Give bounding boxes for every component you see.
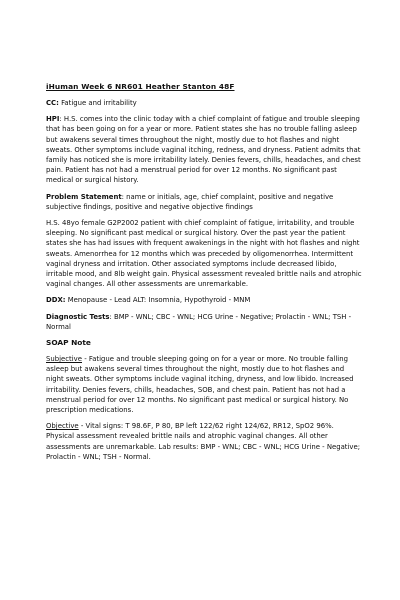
problem-statement-text: : name or initials, age, chief complaint, positive and negative subjective findings, positive and negative objective findings — [46, 192, 334, 211]
subjective-paragraph — [46, 354, 362, 415]
problem-statement-label: Problem Statement — [46, 192, 122, 201]
ddx-text: Menopause - Lead ALT: Insomnia, Hypothyroid - MNM — [65, 296, 251, 305]
hpi-paragraph — [46, 114, 362, 185]
cc-label: CC: — [46, 99, 59, 107]
summary-paragraph: H.S. 48yo female G2P2002 patient with chief complaint of fatigue, irritability, and trouble sleeping. No significant past medical or surgical history. Over the past year the patient states she has had issues with frequent awakenings in the night with hot flashes and night sweats. Amenorrhea for 12 months which was preceded by oligomenorrhea. Intermittent vaginal dryness and irritation. Other associated symptoms include decreased libido, irritable mood, and 8lb weight gain. Physical assessment revealed brittle nails and atrophic vaginal changes. All other assessments are unremarkable. — [46, 219, 362, 289]
diagnostic-tests-label: Diagnostic Tests — [46, 312, 110, 321]
subjective-label: Subjective — [46, 355, 82, 364]
diagnostic-tests-text: : BMP - WNL; CBC - WNL; HCG Urine - Negative; Prolactin - WNL; TSH - Normal — [46, 312, 352, 331]
diagnostic-tests-paragraph — [46, 312, 362, 332]
cc-text: Fatigue and irritability — [58, 99, 137, 107]
objective-label: Objective — [46, 422, 79, 431]
document-title: iHuman Week 6 NR601 Heather Stanton 48F — [46, 82, 235, 91]
ddx-paragraph — [46, 295, 362, 305]
hpi-label: HPI — [46, 115, 60, 124]
problem-statement-paragraph — [46, 192, 362, 212]
objective-text: - Vital signs: T 98.6F, P 80, BP left 122/62 right 124/62, RR12, SpO2 96%. Physical assessment revealed brittle nails and atrophic vaginal changes. All other assessments are unremarkable. Lab results: BMP - WNL; CBC - WNL; HCG Urine - Negative; Prolactin - WNL; TSH - Normal. — [46, 422, 361, 461]
subjective-text: - Fatigue and trouble sleeping going on for a year or more. No trouble falling asleep but awakens several times throughout the night, mostly due to hot flashes and night sweats. Other symptoms include vaginal itching, dryness, and low libido. Increased irritability. Denies fevers, chills, headaches, SOB, and chest pain. Patient has not had a menstrual period for over 12 months. No significant past medical or surgical history. No prescription medications. — [46, 355, 354, 415]
objective-paragraph — [46, 421, 362, 462]
soap-note-heading: SOAP Note — [46, 338, 91, 348]
hpi-text: : H.S. comes into the clinic today with a chief complaint of fatigue and trouble sleeping that has been going on for a year or more. Patient states she has no trouble falling asleep but awakens several times throughout the night, mostly due to hot flashes and night sweats. Other symptoms include vaginal itching, redness, and dryness. Patient admits that family has noticed she is more irritability lately. Denies fevers, chills, headaches, and chest pain. Patient has not had a menstrual period for over 12 months. No significant past medical or surgical history. — [46, 115, 361, 185]
ddx-label: DDX: — [46, 296, 66, 305]
chief-complaint-paragraph — [46, 98, 362, 108]
